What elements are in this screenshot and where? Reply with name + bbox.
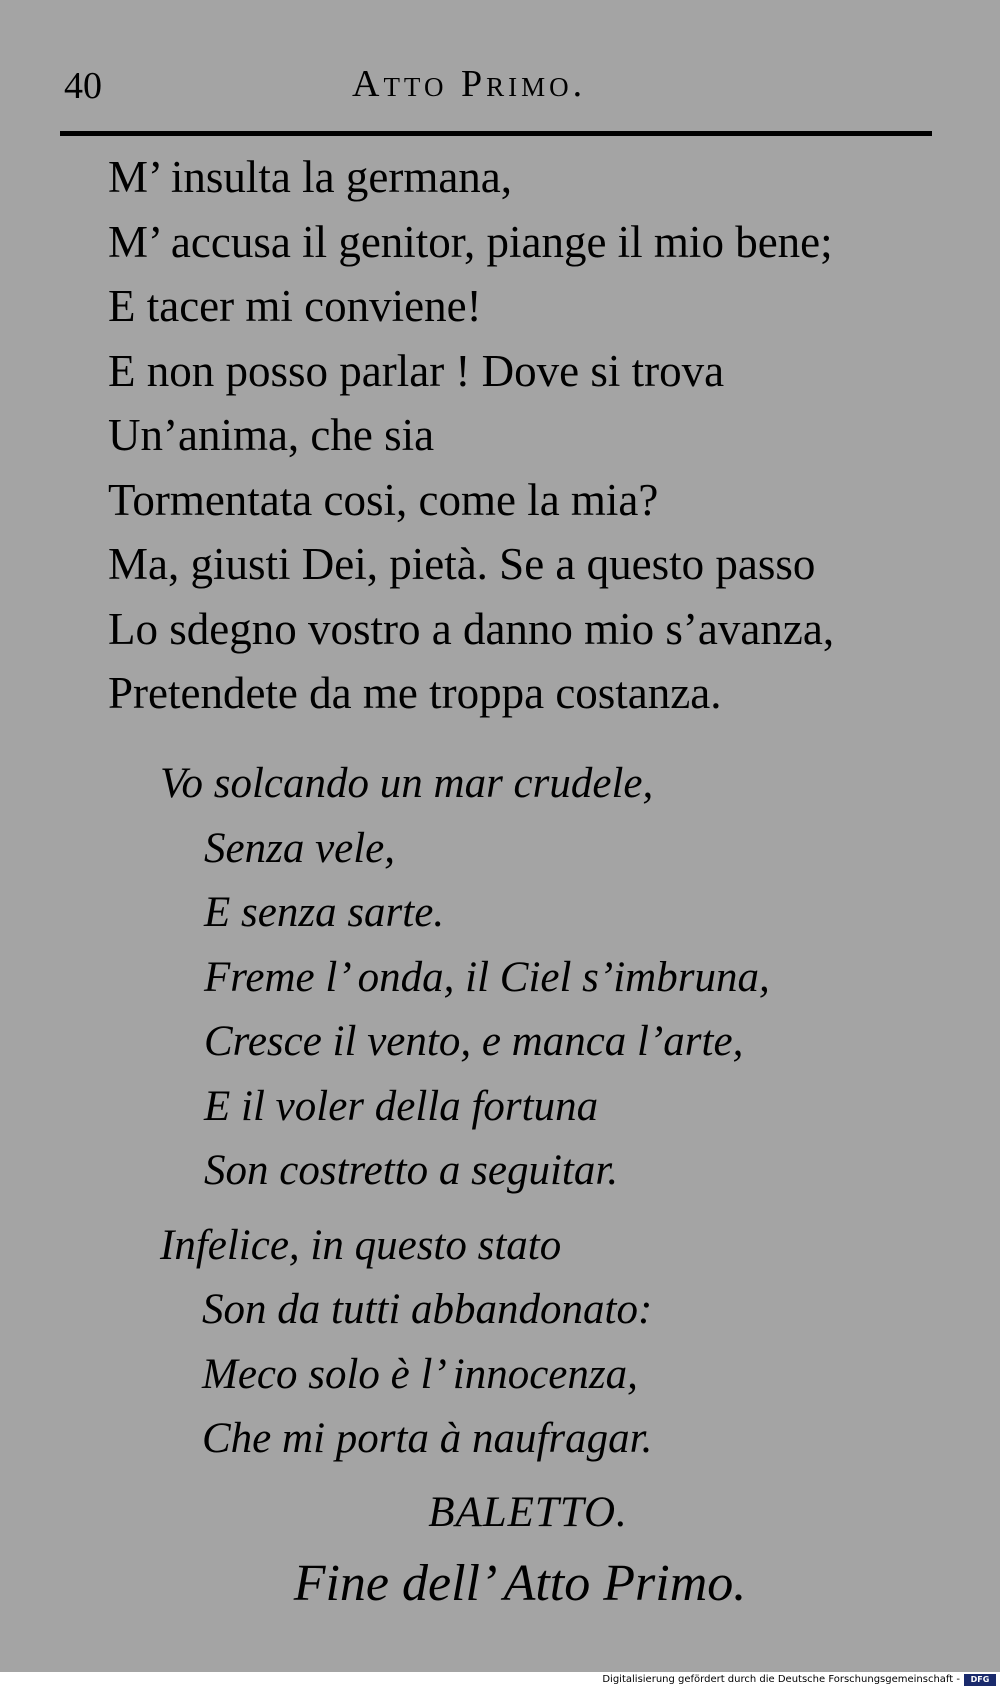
aria-line: Infelice, in questo stato <box>160 1221 562 1269</box>
page-header <box>62 58 932 108</box>
recitative-block <box>108 145 948 726</box>
aria-line: Meco solo è l’ innocenza, <box>202 1350 638 1398</box>
recitative-line: Tormentata cosi, come la mia? <box>108 474 659 525</box>
aria-block <box>160 752 940 1472</box>
recitative-line: M’ insulta la germana, <box>108 152 513 202</box>
aria-line: Son da tutti abbandonato: <box>202 1286 653 1333</box>
aria-line: Che mi porta à naufragar. <box>202 1415 653 1462</box>
act-end-heading: Fine dell’ Atto Primo. <box>293 1555 747 1612</box>
page-number: 40 <box>64 65 102 107</box>
recitative-line: Lo sdegno vostro a danno mio s’avanza, <box>108 603 835 654</box>
running-title: Atto Primo. <box>352 63 587 105</box>
digitization-footer <box>0 1672 1000 1689</box>
recitative-line: E tacer mi conviene! <box>108 281 482 331</box>
aria-line: Son costretto a seguitar. <box>204 1147 619 1194</box>
aria-line: Freme l’ onda, il Ciel s’imbruna, <box>204 953 770 1001</box>
recitative-line: Un’anima, che sia <box>108 410 435 460</box>
aria-stanza-1 <box>160 752 940 1204</box>
recitative-line: Pretendete da me troppa costanza. <box>108 668 722 718</box>
aria-line: Senza vele, <box>204 824 396 872</box>
dfg-logo: DFG <box>964 1674 996 1686</box>
aria-line: Cresce il vento, e manca l’arte, <box>204 1018 744 1065</box>
recitative-line: M’ accusa il genitor, piange il mio bene; <box>108 216 833 267</box>
recitative-line: Ma, giusti Dei, pietà. Se a questo passo <box>108 539 816 589</box>
aria-stanza-2 <box>160 1214 940 1472</box>
recitative-line: E non posso parlar ! Dove si trova <box>108 345 725 396</box>
stage-direction-balletto: BALETTO. <box>428 1489 628 1536</box>
header-rule <box>60 131 932 136</box>
funding-credit: Digitalisierung gefördert durch die Deutsche Forschungsgemeinschaft - <box>602 1674 960 1685</box>
aria-line: Vo solcando un mar crudele, <box>160 760 654 807</box>
aria-line: E senza sarte. <box>204 889 445 936</box>
aria-line: E il voler della fortuna <box>204 1082 599 1130</box>
